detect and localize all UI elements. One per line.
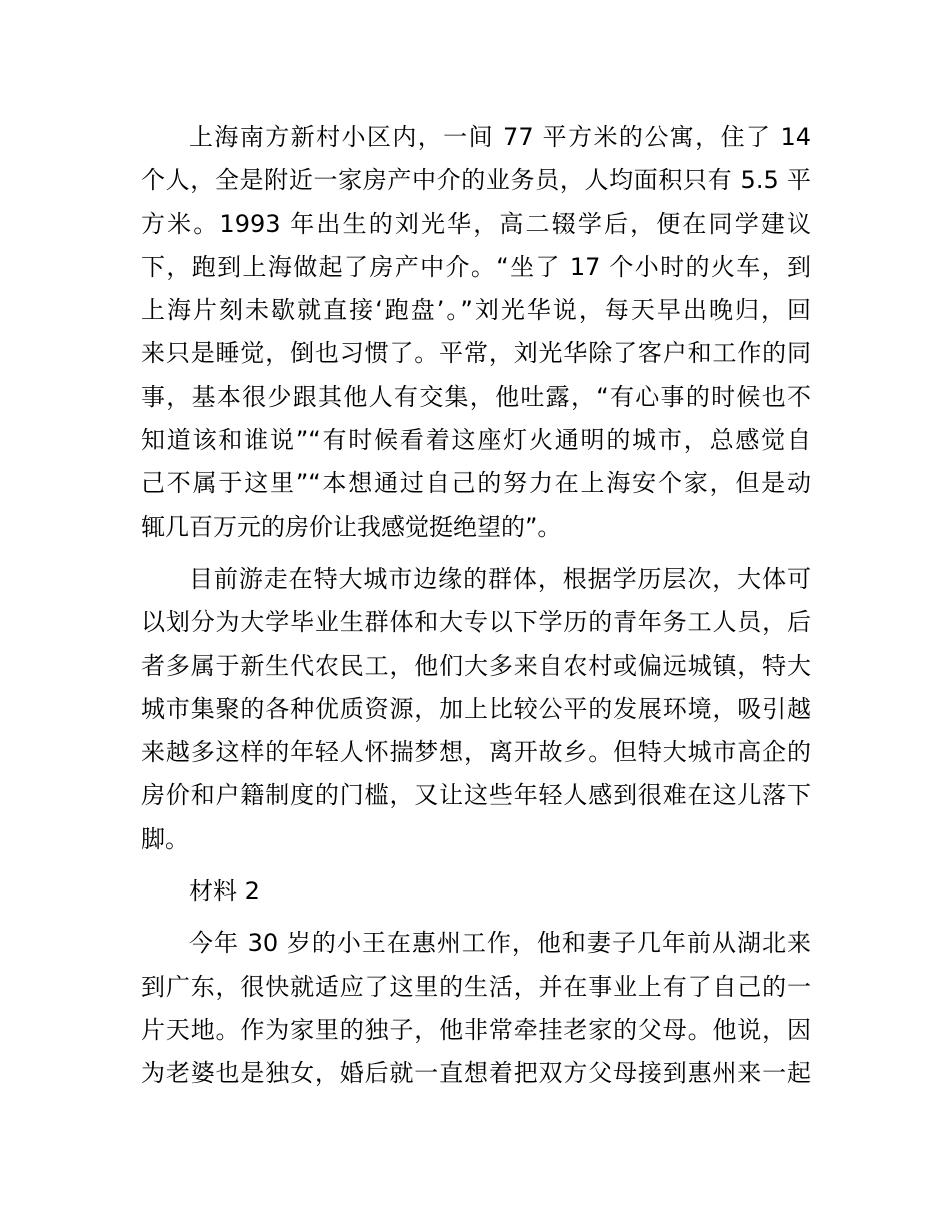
text-line: 到广东，很快就适应了这里的生活，并在事业上有了自己的一 (141, 972, 811, 1001)
paragraph-2 (141, 558, 811, 861)
document-body (141, 116, 811, 1096)
text-line: 以划分为大学毕业生群体和大专以下学历的青年务工人员，后 (141, 608, 811, 637)
text-line: 今年 30 岁的小王在惠州工作，他和妻子几年前从湖北来 (189, 929, 811, 958)
text-line: 者多属于新生代农民工，他们大多来自农村或偏远城镇，特大 (141, 651, 811, 680)
text-line: 事，基本很少跟其他人有交集，他吐露，“有心事的时候也不 (141, 382, 811, 411)
paragraph-3 (141, 922, 811, 1095)
text-line: 己不属于这里”“本想通过自己的努力在上海安个家，但是动 (141, 469, 811, 498)
text-line: 下，跑到上海做起了房产中介。“坐了 17 个小时的火车，到 (141, 252, 811, 281)
paragraph-1 (141, 116, 811, 549)
text-line: 目前游走在特大城市边缘的群体，根据学历层次，大体可 (189, 564, 811, 593)
heading-material-2: 材料 2 (189, 877, 260, 906)
text-line: 房价和户籍制度的门槛，又让这些年轻人感到很难在这儿落下 (141, 781, 811, 810)
text-line: 个人，全是附近一家房产中介的业务员，人均面积只有 5.5 平 (141, 166, 811, 195)
text-line: 上海南方新村小区内，一间 77 平方米的公寓，住了 14 (189, 123, 811, 151)
text-line: 为老婆也是独女，婚后就一直想着把双方父母接到惠州来一起 (141, 1059, 811, 1088)
text-line: 来只是睡觉，倒也习惯了。平常，刘光华除了客户和工作的同 (141, 339, 811, 368)
section-heading (141, 870, 811, 913)
text-line: 片天地。作为家里的独子，他非常牵挂老家的父母。他说，因 (141, 1015, 811, 1044)
text-line: 来越多这样的年轻人怀揣梦想，离开故乡。但特大城市高企的 (141, 738, 811, 767)
text-line: 方米。1993 年出生的刘光华，高二辍学后，便在同学建议 (141, 209, 811, 238)
text-line: 知道该和谁说”“有时候看着这座灯火通明的城市，总感觉自 (141, 426, 811, 455)
text-line: 上海片刻未歇就直接‘跑盘’。”刘光华说，每天早出晚归，回 (141, 296, 811, 325)
text-line: 脚。 (141, 824, 189, 853)
text-line: 辄几百万元的房价让我感觉挺绝望的”。 (141, 512, 562, 541)
text-line: 城市集聚的各种优质资源，加上比较公平的发展环境，吸引越 (141, 694, 811, 723)
